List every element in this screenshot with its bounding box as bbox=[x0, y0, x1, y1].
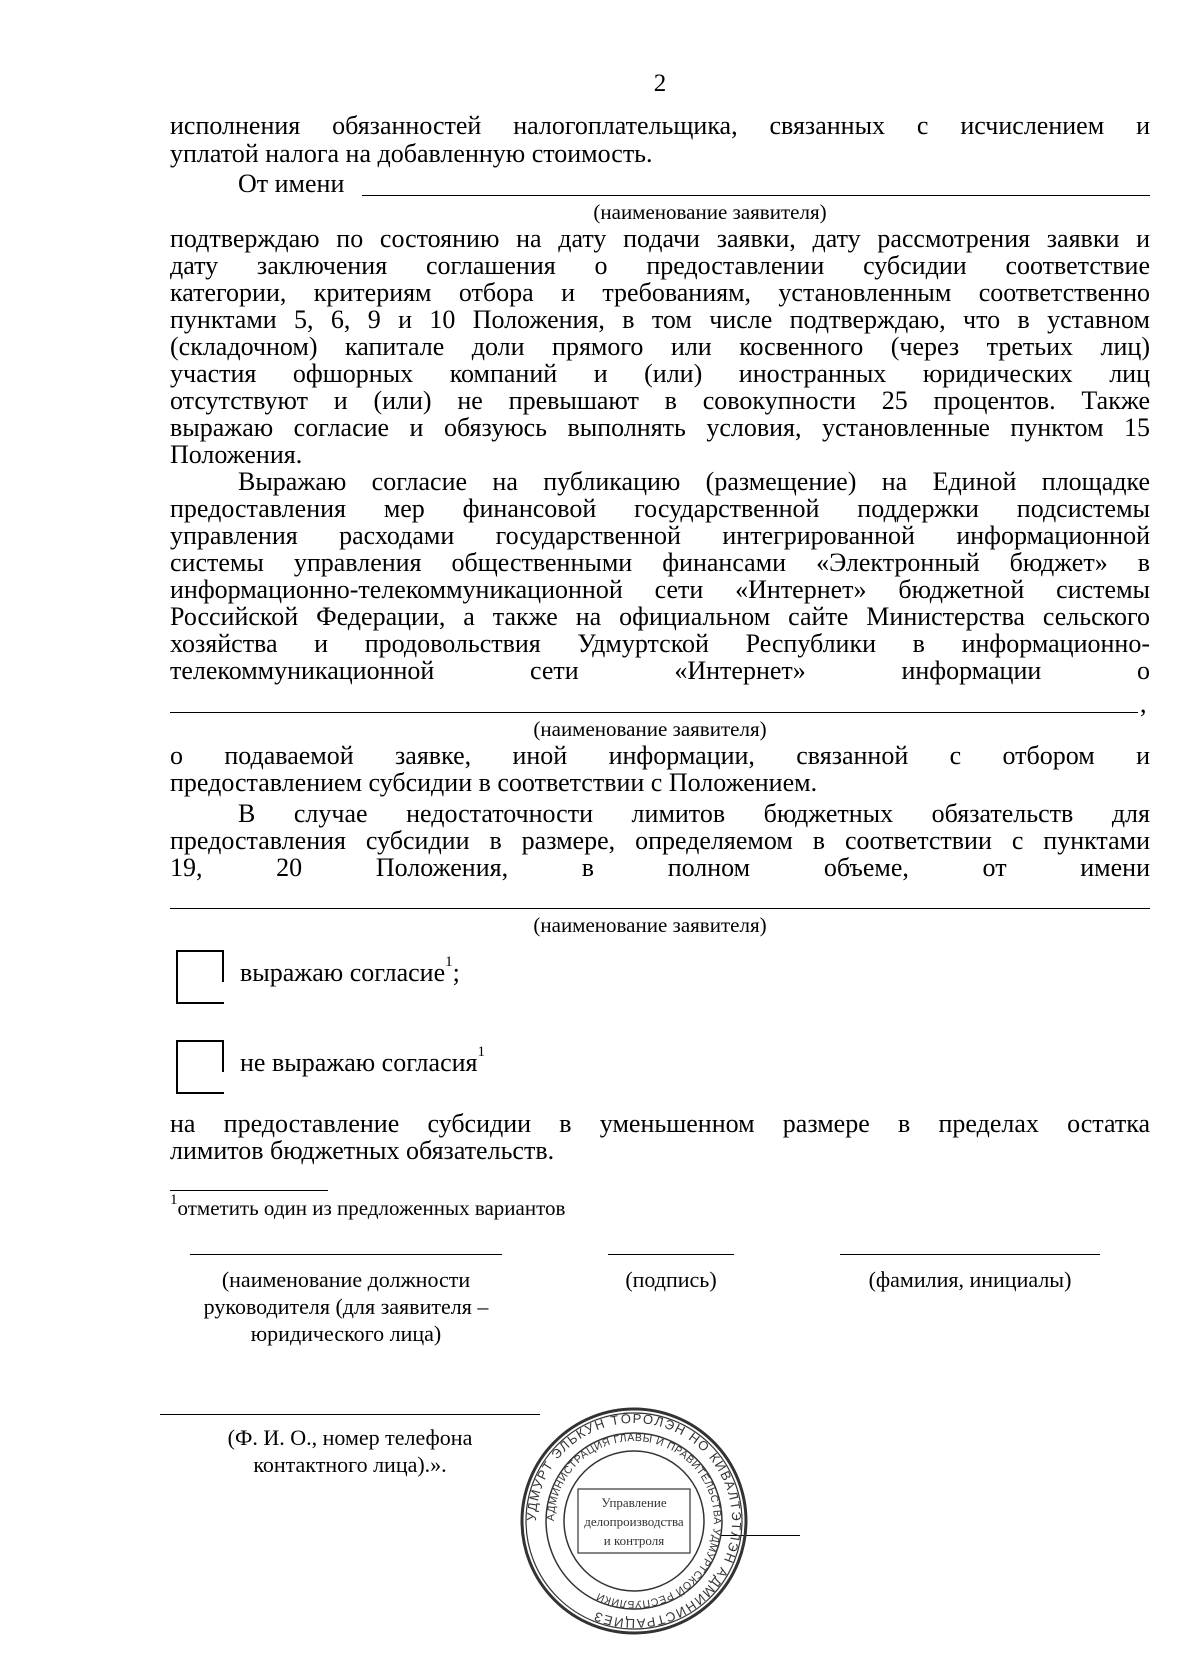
text-line: предоставления субсидии в размере, определяемом в соответствии с пунктами bbox=[170, 826, 1150, 855]
signature-caption: (подпись) bbox=[625, 1267, 717, 1292]
applicant-name-line bbox=[170, 908, 1150, 909]
agree-option-label: выражаю согласие$^1$; bbox=[240, 954, 460, 987]
seal-outer-text: УДМУРТ ЭЛЬКУН ТӦРОЛЭН НО КИВАЛТЭТЛЭН АДМИНИСТРАЦИЕЗ bbox=[523, 1410, 745, 1632]
contact-caption: (Ф. И. О., номер телефона контактного лица).». bbox=[227, 1425, 473, 1477]
agree-checkbox[interactable] bbox=[176, 950, 224, 1004]
text-line: дату заключения соглашения о предоставлении субсидии соответствие bbox=[170, 251, 1150, 280]
text-line: хозяйства и продовольствия Удмуртской Республики в информационно- bbox=[170, 629, 1150, 658]
signature-line bbox=[608, 1254, 734, 1255]
text-line: выражаю согласие и обязуюсь выполнять условия, установленные пунктом 15 bbox=[170, 413, 1150, 442]
text-line: В случае недостаточности лимитов бюджетных обязательств для bbox=[238, 799, 1150, 828]
text-line: о подаваемой заявке, иной информации, связанной с отбором и bbox=[170, 741, 1150, 770]
text-line: системы управления общественными финансами «Электронный бюджет» в bbox=[170, 548, 1150, 577]
page-number: 2 bbox=[653, 70, 667, 97]
footnote-mark: 1 bbox=[445, 954, 453, 970]
position-caption: (наименование должности руководителя (для заявителя – юридического лица) bbox=[203, 1267, 489, 1346]
footnote-mark: 1 bbox=[477, 1044, 485, 1060]
text-line: предоставлением субсидии в соответствии с Положением. bbox=[170, 768, 818, 797]
text-line: участия офшорных компаний и (или) иностранных юридических лиц bbox=[170, 359, 1150, 388]
text-line: Выражаю согласие на публикацию (размещение) на Единой площадке bbox=[238, 467, 1150, 496]
text-line: информационно-телекоммуникационной сети «Интернет» бюджетной системы bbox=[170, 575, 1150, 604]
disagree-checkbox[interactable] bbox=[176, 1040, 224, 1094]
seal-inner-text: АДМИНИСТРАЦИЯ ГЛАВЫ И ПРАВИТЕЛЬСТВА УДМУРТСКОЙ РЕСПУБЛИКИ bbox=[544, 1431, 724, 1611]
text-line: телекоммуникационной сети «Интернет» информации о bbox=[170, 656, 1150, 685]
text-line: 19, 20 Положения, в полном объеме, от имени bbox=[170, 853, 1150, 882]
text-line: (складочном) капитале доли прямого или косвенного (через третьих лиц) bbox=[170, 332, 1150, 361]
text-line: отсутствуют и (или) не превышают в совокупности 25 процентов. Также bbox=[170, 386, 1150, 415]
applicant-caption: (наименование заявителя) bbox=[533, 717, 767, 741]
disagree-option-label: не выражаю согласия$^1$ bbox=[240, 1044, 485, 1077]
applicant-name-line bbox=[170, 712, 1138, 713]
seal-center-line: делопроизводства bbox=[584, 1514, 684, 1529]
text-line: на предоставление субсидии в уменьшенном размере в пределах остатка bbox=[170, 1109, 1150, 1138]
comma: , bbox=[1140, 689, 1147, 718]
contact-line bbox=[160, 1414, 540, 1415]
text-line: подтверждаю по состоянию на дату подачи заявки, дату рассмотрения заявки и bbox=[170, 224, 1150, 253]
text-line: предоставления мер финансовой государственной поддержки подсистемы bbox=[170, 494, 1150, 523]
text-line: исполнения обязанностей налогоплательщика, связанных с исчислением и bbox=[170, 111, 1150, 140]
official-seal-stamp bbox=[518, 1405, 750, 1637]
text-line: категории, критериям отбора и требованиям, установленным соответственно bbox=[170, 278, 1150, 307]
applicant-caption: (наименование заявителя) bbox=[533, 913, 767, 937]
seal-center-line: и контроля bbox=[603, 1533, 665, 1548]
name-caption: (фамилия, инициалы) bbox=[868, 1267, 1072, 1292]
text-line: Положения. bbox=[170, 440, 303, 469]
applicant-name-line bbox=[362, 195, 1150, 196]
text-line: Российской Федерации, а также на официальном сайте Министерства сельского bbox=[170, 602, 1150, 631]
applicant-caption: (наименование заявителя) bbox=[593, 200, 827, 224]
text-line: уплатой налога на добавленную стоимость. bbox=[170, 139, 653, 168]
footnote-separator bbox=[170, 1190, 328, 1191]
footnote: $^1$отметить один из предложенных вариантов bbox=[170, 1192, 566, 1220]
name-line bbox=[840, 1254, 1100, 1255]
from-name-label: От имени bbox=[238, 169, 345, 198]
position-line bbox=[190, 1254, 502, 1255]
text-line: пунктами 5, 6, 9 и 10 Положения, в том числе подтверждаю, что в уставном bbox=[170, 305, 1150, 334]
seal-center-line: Управление bbox=[601, 1495, 667, 1510]
text-line: управления расходами государственной интегрированной информационной bbox=[170, 521, 1150, 550]
text-line: лимитов бюджетных обязательств. bbox=[170, 1136, 555, 1165]
